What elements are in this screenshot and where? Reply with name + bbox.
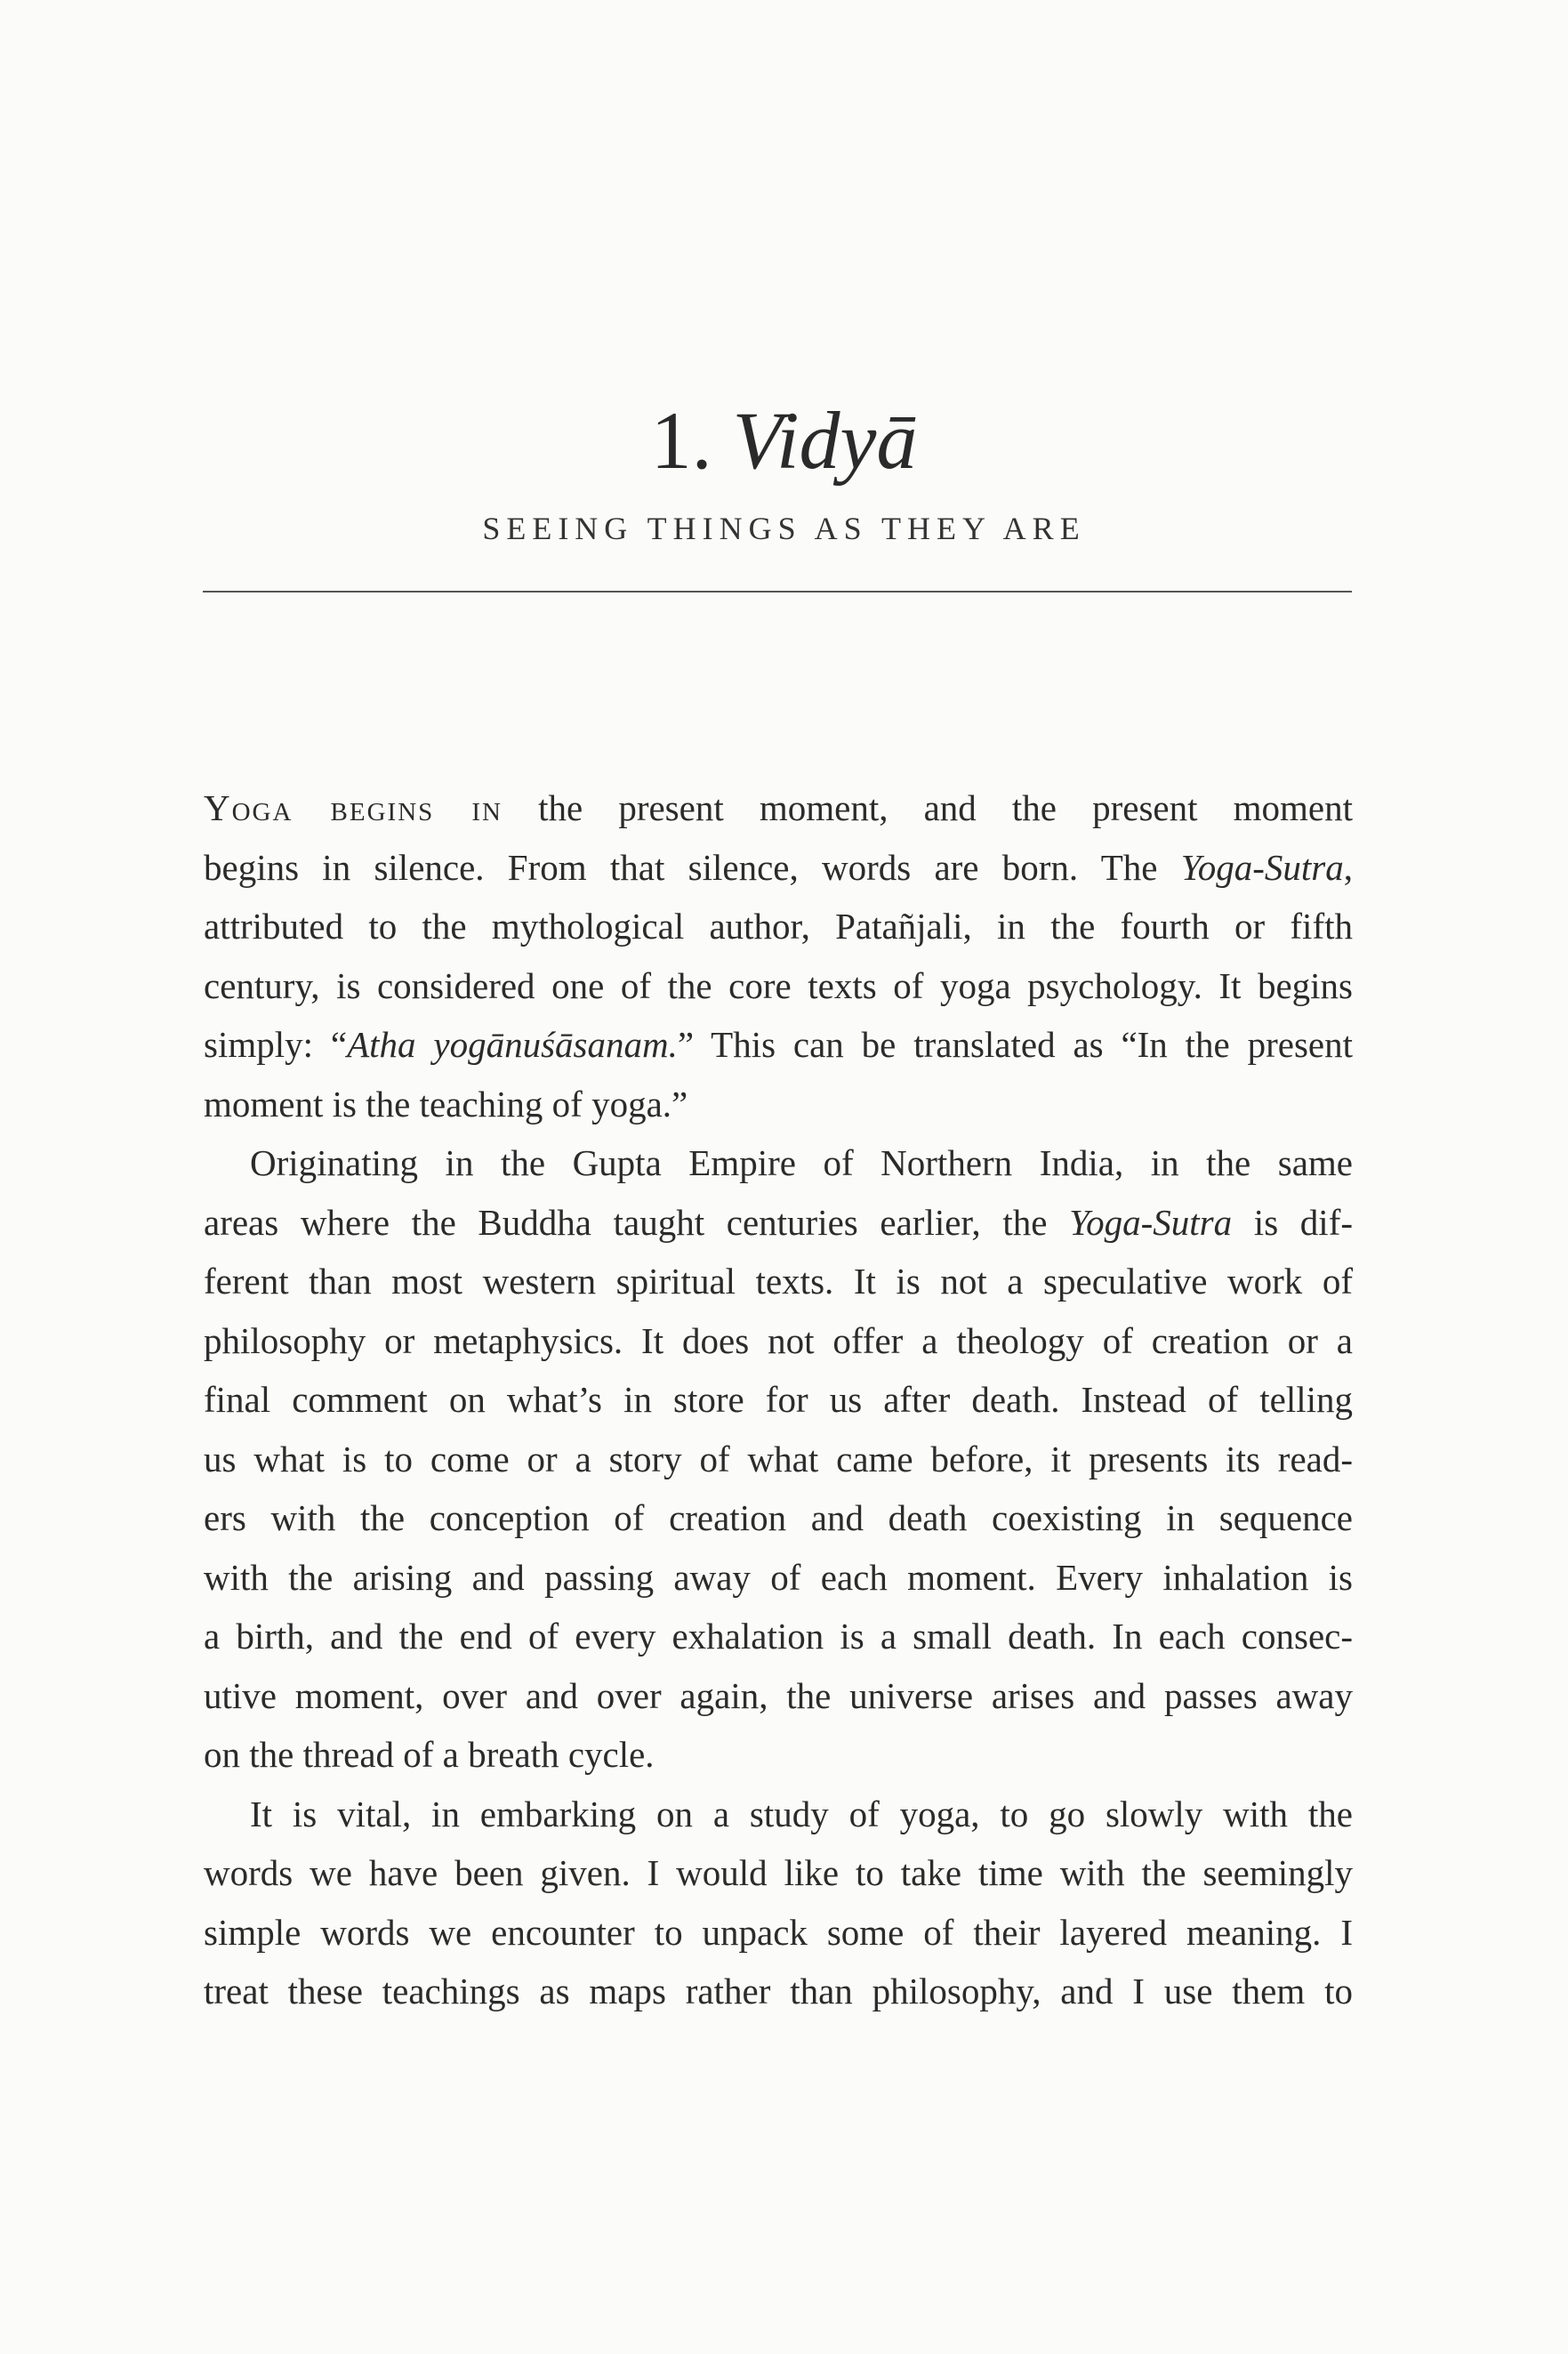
text-line: treat these teachings as maps rather than philosophy, and I use them to [204,1971,1353,2011]
italic-title: Yoga-Sutra [1180,846,1344,888]
text-line: begins in silence. From that silence, words are born. The Yoga-Sutra, [204,846,1353,888]
text-line: It is vital, in embarking on a study of yoga, to go slowly with the [250,1793,1353,1834]
text-line: utive moment, over and over again, the universe arises and passes away [204,1674,1353,1716]
text-line: moment is the teaching of yoga.” [204,1083,688,1125]
text-line: a birth, and the end of every exhalation is a small death. In each consec- [204,1616,1353,1657]
text-line: simply: “Atha yogānuśāsanam.” This can be translated as “In the present [204,1024,1353,1065]
title-divider [203,591,1352,593]
chapter-number: 1. [650,395,712,486]
chapter-subtitle: SEEING THINGS AS THEY ARE [482,511,1086,546]
text-line: attributed to the mythological author, Patañjali, in the fourth or fifth [204,906,1353,947]
chapter-word: Vidyā [732,395,918,486]
chapter-title [0,391,1568,489]
text-line: philosophy or metaphysics. It does not offer a theology of creation or a [204,1319,1353,1361]
opening-smallcaps: Yoga begins in [204,787,503,828]
text-line: simple words we encounter to unpack some of their layered meaning. I [204,1911,1353,1953]
text-line: with the arising and passing away of each moment. Every inhalation is [204,1556,1353,1598]
text-line: final comment on what’s in store for us after death. Instead of telling [204,1379,1353,1420]
text-line: ers with the conception of creation and death coexisting in sequence [204,1497,1353,1538]
text-line: ferent than most western spiritual texts. It is not a speculative work of [204,1261,1353,1302]
text-line: Yoga begins in the present moment, and the present moment [204,787,1353,828]
italic-sanskrit: Atha yogānuśāsanam. [347,1024,678,1065]
text-line: century, is considered one of the core texts of yoga psychology. It begins [204,964,1353,1006]
text-line: words we have been given. I would like to take time with the seemingly [204,1852,1353,1893]
text-line: on the thread of a breath cycle. [204,1734,655,1775]
text-line: us what is to come or a story of what came before, it presents its read- [204,1438,1353,1479]
text-line: Originating in the Gupta Empire of Northern India, in the same [250,1142,1353,1183]
body-text [204,778,1353,2021]
text-line: areas where the Buddha taught centuries earlier, the Yoga-Sutra is dif- [204,1201,1353,1243]
italic-title: Yoga-Sutra [1069,1201,1233,1243]
